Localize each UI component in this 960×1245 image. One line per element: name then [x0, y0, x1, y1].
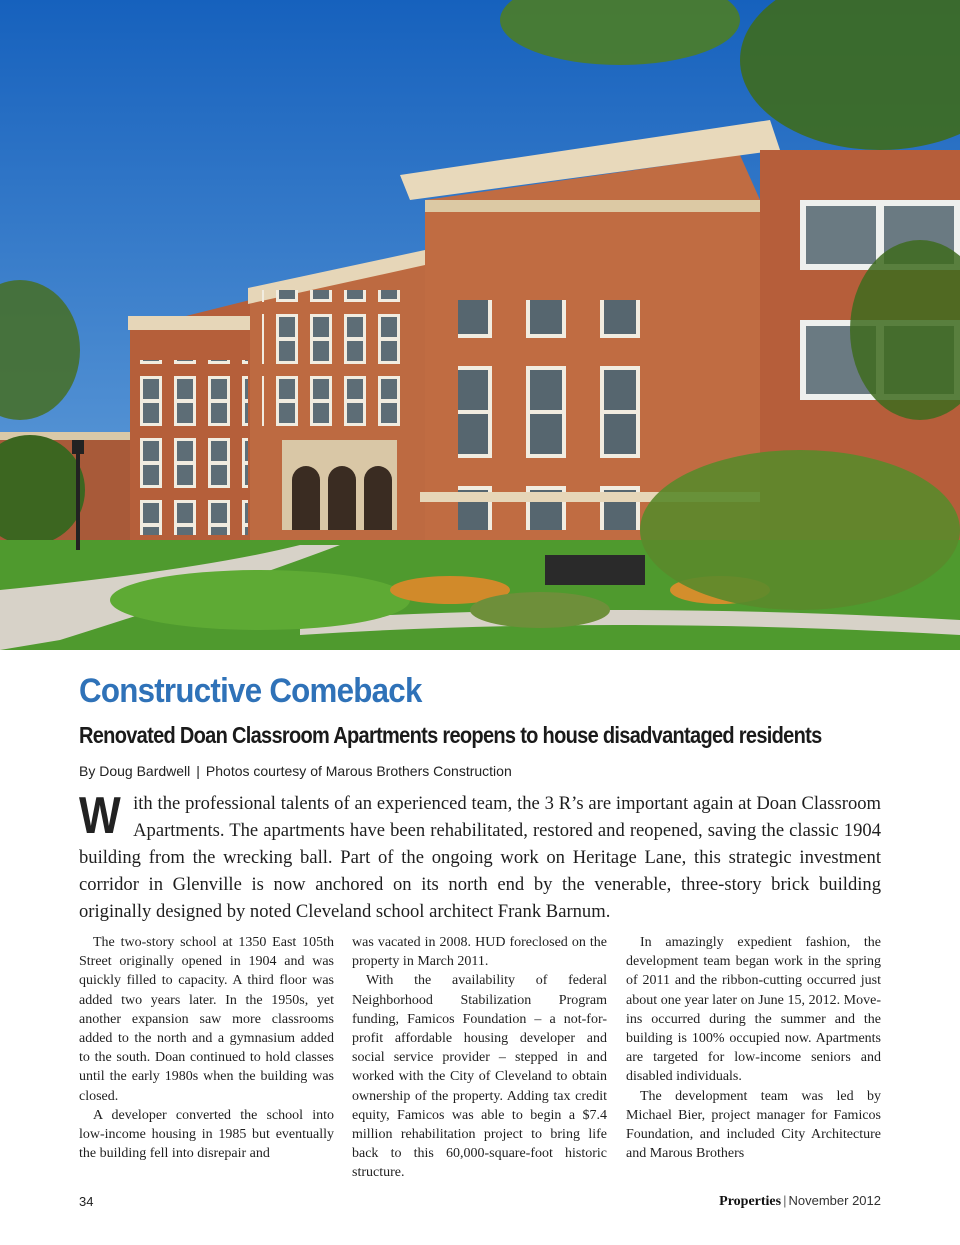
body-column-2	[352, 933, 607, 1183]
lede-text: ith the professional talents of an experienced team, the 3 R’s are important again at Doan Classroom Apartments. The apartments have been rehabilitated, restored and reopened, saving the classic 1904 building from the wrecking ball. Part of the ongoing work on Heritage Lane, this strategic investment corridor in Glenville is now anchored on its north end by the venerable, three-story brick building originally designed by noted Cleveland school architect Frank Barnum.	[79, 793, 881, 922]
body-paragraph: The two-story school at 1350 East 105th Street originally opened in 1904 and was quickly filled to capacity. A third floor was added two years later. In the 1950s, yet another expansion saw more classrooms added to the north and a gymnasium added to the south. Doan continued to hold classes until the early 1980s when the building was closed.	[79, 935, 334, 1104]
body-paragraph: The development team was led by Michael Bier, project manager for Famicos Foundation, and included City Architecture and Marous Brothers	[626, 1088, 881, 1162]
byline-separator: |	[196, 763, 200, 779]
body-column-1	[79, 933, 334, 1163]
body-paragraph: With the availability of federal Neighborhood Stabilization Program funding, Famicos Foundation – a not-for-profit affordable housing developer and social service provider – stepped in and worked with the City of Cleveland to obtain ownership of the property. Adding tax credit equity, Famicos was able to begin a $7.4 million rehabilitation project to bring life back to this 60,000-square-foot historic structure.	[352, 973, 607, 1181]
footer-separator: |	[783, 1193, 787, 1208]
byline-author: By Doug Bardwell	[79, 763, 191, 779]
byline-photo-credit: Photos courtesy of Marous Brothers Construction	[205, 763, 512, 779]
page-number: 34	[79, 1194, 94, 1209]
body-paragraph: In amazingly expedient fashion, the development team began work in the spring of 2011 and the ribbon-cutting occurred just about one year later on June 15, 2012. Move-ins occurred during the summer and the building is 100% occupied now. Apartments are targeted for low-income seniors and disabled individuals.	[626, 935, 881, 1085]
byline	[79, 763, 512, 779]
issue-date: November 2012	[788, 1193, 881, 1208]
drop-cap: W	[79, 787, 121, 845]
article-subhead: Renovated Doan Classroom Apartments reopens to house disadvantaged residents	[79, 722, 822, 748]
body-paragraph: A developer converted the school into low-income housing in 1985 but eventually the building fell into disrepair and	[79, 1107, 334, 1162]
lede-paragraph	[79, 787, 881, 925]
article-headline: Constructive Comeback	[79, 672, 422, 710]
publication-name: Properties	[719, 1194, 782, 1209]
body-column-3	[626, 933, 881, 1163]
running-footer	[719, 1193, 881, 1210]
body-paragraph: was vacated in 2008. HUD foreclosed on the property in March 2011.	[352, 935, 607, 970]
